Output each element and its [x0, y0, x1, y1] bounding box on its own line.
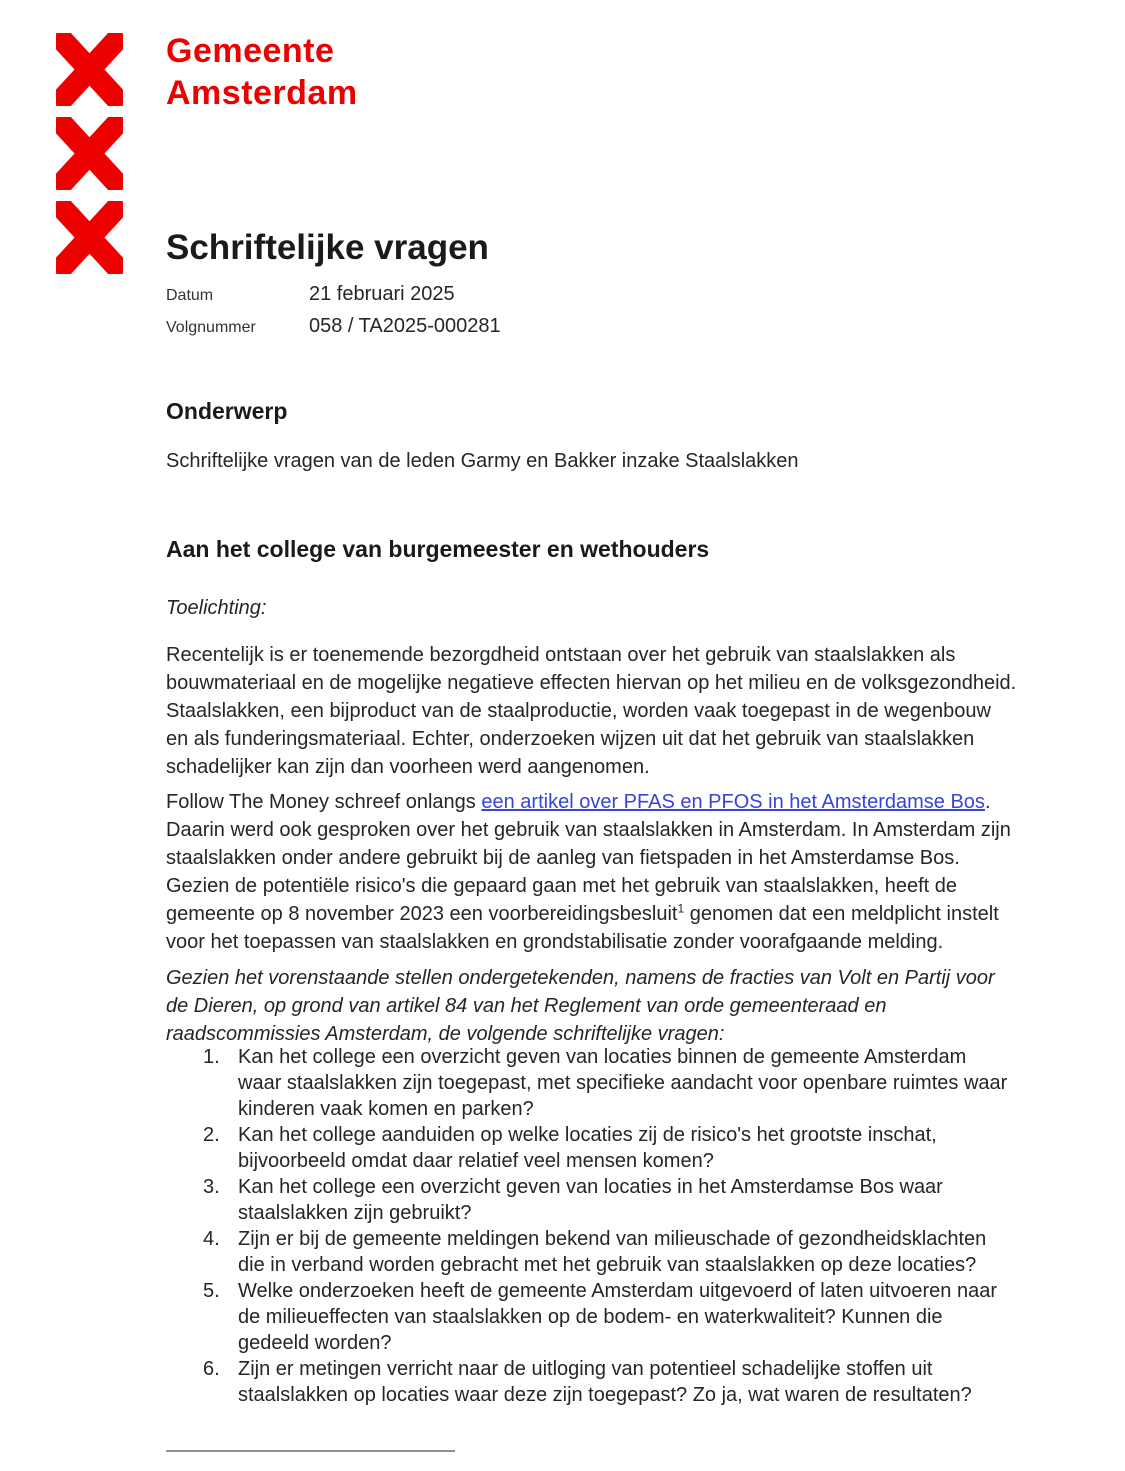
amsterdam-cross-icon: [56, 33, 123, 106]
question-text: Kan het college een overzicht geven van locaties binnen de gemeente Amsterdam waar staalslakken zijn toegepast, met specifieke aandacht voor openbare ruimtes waar kinderen vaak komen en parken?: [238, 1046, 1008, 1120]
onderwerp-heading: Onderwerp: [166, 398, 288, 424]
paragraph-text-after-link: . Daarin werd ook gesproken over het gebruik van staalslakken in Amsterdam. In Amsterdam zijn staalslakken onder andere gebruikt bij de aanleg van fietspaden in het Amsterdamse Bos. Gezien de potentiële risico's die gepaard gaan met het gebruik van staalslakken, heeft de gemeente op 8 november 2023 een voorbereidingsbesluit: [166, 791, 1011, 925]
paragraph-bezorgdheid: Recentelijk is er toenemende bezorgdheid ontstaan over het gebruik van staalslakken als bouwmateriaal en de mogelijke negatieve effecten hiervan op het milieu en de volksgezondheid. Staalslakken, een bijproduct van de staalproductie, worden vaak toegepast in de wegenbouw en als funderingsmateriaal. Echter, onderzoeken wijzen uit dat het gebruik van staalslakken schadelijker kan zijn dan voorheen werd aangenomen.: [166, 644, 1017, 778]
footnote-reference: 1: [677, 901, 685, 916]
question-number: 1.: [203, 1046, 220, 1068]
question-number: 2.: [203, 1124, 220, 1146]
brand-line-1: Gemeente: [166, 32, 335, 70]
amsterdam-cross-icon: [56, 201, 123, 274]
college-heading: Aan het college van burgemeester en wethouders: [166, 536, 710, 562]
paragraph-text-before-link: Follow The Money schreef onlangs: [166, 791, 482, 813]
paragraph-text-after-footnote: genomen dat een meldplicht instelt voor het toepassen van staalslakken en grondstabilisatie zonder voorafgaande melding.: [166, 903, 999, 953]
ftm-article-link[interactable]: een artikel over PFAS en PFOS in het Amsterdamse Bos: [481, 791, 985, 813]
brand-line-2: Amsterdam: [166, 74, 358, 112]
footnote-separator-rule: [166, 1450, 455, 1452]
question-number: 5.: [203, 1280, 220, 1302]
question-item: [203, 1044, 1018, 1122]
question-item: [203, 1356, 1018, 1408]
volgnummer-value: 058 / TA2025-000281: [309, 315, 501, 337]
brand-wordmark: [166, 30, 358, 114]
question-text: Zijn er bij de gemeente meldingen bekend van milieuschade of gezondheidsklachten die in verband worden gebracht met het gebruik van staalslakken op deze locaties?: [238, 1228, 987, 1276]
question-number: 3.: [203, 1176, 220, 1198]
onderwerp-text: Schriftelijke vragen van de leden Garmy en Bakker inzake Staalslakken: [166, 450, 799, 472]
question-text: Kan het college aanduiden op welke locaties zij de risico's het grootste inschat, bijvoorbeeld omdat daar relatief veel mensen komen?: [238, 1124, 937, 1172]
datum-label: Datum: [166, 287, 214, 304]
question-item: [203, 1122, 1018, 1174]
questions-list: [203, 1044, 1018, 1408]
volgnummer-label: Volgnummer: [166, 319, 256, 336]
question-item: [203, 1174, 1018, 1226]
questions-intro: Gezien het vorenstaande stellen ondergetekenden, namens de fracties van Volt en Partij voor de Dieren, op grond van artikel 84 van het Reglement van orde gemeenteraad en raadscommissies Amsterdam, de volgende schriftelijke vragen:: [166, 967, 995, 1045]
question-text: Kan het college een overzicht geven van locaties in het Amsterdamse Bos waar staalslakken zijn gebruikt?: [238, 1176, 943, 1224]
toelichting-label: Toelichting:: [166, 597, 267, 619]
question-number: 4.: [203, 1228, 220, 1250]
paragraph-follow-the-money: [166, 788, 1018, 956]
amsterdam-cross-icon: [56, 117, 123, 190]
question-item: [203, 1226, 1018, 1278]
page-title: Schriftelijke vragen: [166, 228, 489, 267]
question-item: [203, 1278, 1018, 1356]
datum-value: 21 februari 2025: [309, 283, 455, 305]
question-text: Welke onderzoeken heeft de gemeente Amsterdam uitgevoerd of laten uitvoeren naar de milieueffecten van staalslakken op de bodem- en waterkwaliteit? Kunnen die gedeeld worden?: [238, 1280, 997, 1354]
question-number: 6.: [203, 1358, 220, 1380]
question-text: Zijn er metingen verricht naar de uitloging van potentieel schadelijke stoffen uit staalslakken op locaties waar deze zijn toegepast? Zo ja, wat waren de resultaten?: [238, 1358, 972, 1406]
